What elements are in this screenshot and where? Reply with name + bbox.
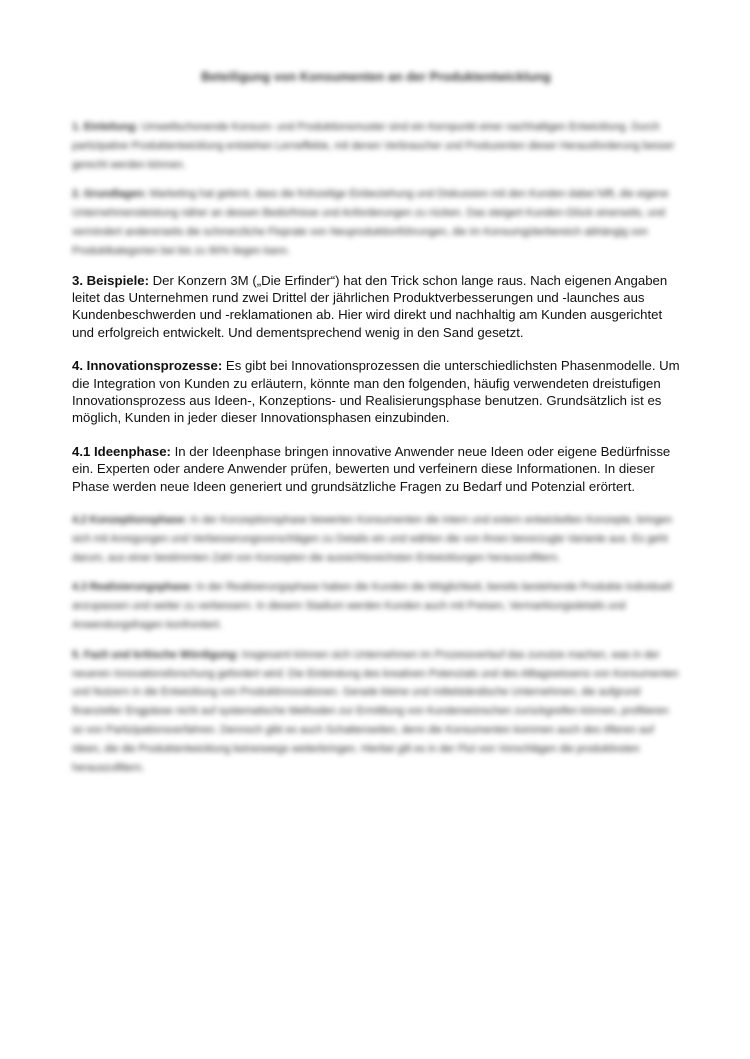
section-body: Es gibt bei Innovationsprozessen die unterschiedlichsten Phasenmodelle. Um die Integration von Kunden zu erläutern, könnte man den folgenden, häufig verwendeten dreistufigen Innovationsprozess aus Ideen-, Konzeptions- und Realisierungsphase benutzen. Grundsätzlich ist es möglich, Kunden in jeder dieser Innovationsphasen einzubinden. bbox=[72, 358, 680, 426]
section-beispiele bbox=[72, 272, 680, 342]
section-body: Umweltschonende Konsum- und Produktionsmuster sind ein Kernpunkt einer nachhaltigen Entwicklung. Durch partizipative Produktentwicklung entstehen Lerneffekte, mit denen Verbraucher und Produzenten dieser Herausforderung besser gerecht werden können. bbox=[72, 121, 675, 171]
section-body: Insgesamt können sich Unternehmen im Prozessverlauf das zunutze machen, was in der neueren Innovationsforschung gefordert wird: Die Einbindung des kreativen Potenzials und des Alltagswissens von Konsumenten und Nutzern in die Entwicklung von Produktinnovationen. Gerade kleine und mittelständische Unternehmen, die aufgrund finanzieller Engpässe nicht auf systematische Methoden zur Ermittlung von Kundenwünschen zurückgreifen können, profitieren so von Partizipationsverfahren. Dennoch gibt es auch Schattenseiten, denn die Konsumenten kommen auch des öfteren auf Ideen, die die Produktentwicklung keineswegs weiterbringen. Hierbei gilt es in der Flut von Vorschlägen die produktivsten herauszufiltern. bbox=[72, 648, 679, 774]
section-heading: 5. Fazit und kritische Würdigung: bbox=[72, 648, 240, 661]
section-body: In der Konzeptionsphase bewerten Konsumenten die intern und extern entwickelten Konzepte, bringen sich mit Anregungen und Verbesserungsvorschlägen zu Details ein und wählen die von ihnen bevorzugte Variante aus. Es geht darum, aus einer bestimmten Zahl von Konzepten die aussichtsreichsten Entwicklungen herauszufiltern. bbox=[72, 514, 673, 564]
document-title: Beteiligung von Konsumenten an der Produktentwicklung bbox=[201, 70, 551, 84]
section-einleitung bbox=[72, 118, 680, 174]
section-heading: 1. Einleitung: bbox=[72, 121, 139, 133]
section-body: Marketing hat gelernt, dass die frühzeitige Einbeziehung und Diskussion mit den Kunden dabei hilft, die eigene Unternehmensleistung näher an dessen Bedürfnisse und Anforderungen zu rücken. Das steigert Kunden-Glück einerseits, und vermindert andererseits die schmerzliche Floprate von Neuproduktionführungen, die im Konsumgüterbereich abhängig von Produktkategorien bei bis zu 90% liegen kann. bbox=[72, 188, 669, 257]
section-heading: 2. Grundlagen: bbox=[72, 188, 147, 201]
section-realisierungsphase bbox=[72, 578, 680, 634]
section-heading: 3. Beispiele: bbox=[72, 272, 149, 288]
section-body: In der Realisierungsphase haben die Kunden die Möglichkeit, bereits bestehende Produkte individuell anzupassen und weiter zu verbessern. In diesem Stadium werden Kunden auch mit Preisen, Vermarktungsdetails und Anwendungsfragen konfrontiert. bbox=[72, 581, 673, 632]
section-grundlagen bbox=[72, 185, 680, 260]
section-fazit bbox=[72, 646, 680, 778]
section-heading: 4.2 Konzeptionsphase: bbox=[72, 514, 188, 527]
document-page bbox=[72, 70, 680, 788]
section-body: In der Ideenphase bringen innovative Anwender neue Ideen oder eigene Bedürfnisse ein. Experten oder andere Anwender prüfen, bewerten und verfeinern diese Informationen. In dieser Phase werden neue Ideen generiert und grundsätzliche Fragen zu Bedarf und Potenzial erörtert. bbox=[72, 443, 671, 494]
section-heading: 4. Innovationsprozesse: bbox=[72, 358, 223, 374]
section-konzeptionsphase bbox=[72, 511, 680, 567]
section-heading: 4.3 Realisierungsphase: bbox=[72, 581, 194, 594]
section-heading: 4.1 Ideenphase: bbox=[72, 443, 171, 459]
section-body: Der Konzern 3M („Die Erfinder“) hat den Trick schon lange raus. Nach eigenen Angaben leitet das Unternehmen rund zwei Drittel der jährlichen Produktverbesserungen und -launches aus Kundenbeschwerden und -reklamationen ab. Hier wird direkt und nachhaltig am Kunden ausgerichtet und erfolgreich entwickelt. Und dementsprechend wenig in den Sand gesetzt. bbox=[72, 272, 668, 340]
section-innovationsprozesse bbox=[72, 357, 680, 427]
section-ideenphase bbox=[72, 443, 680, 495]
